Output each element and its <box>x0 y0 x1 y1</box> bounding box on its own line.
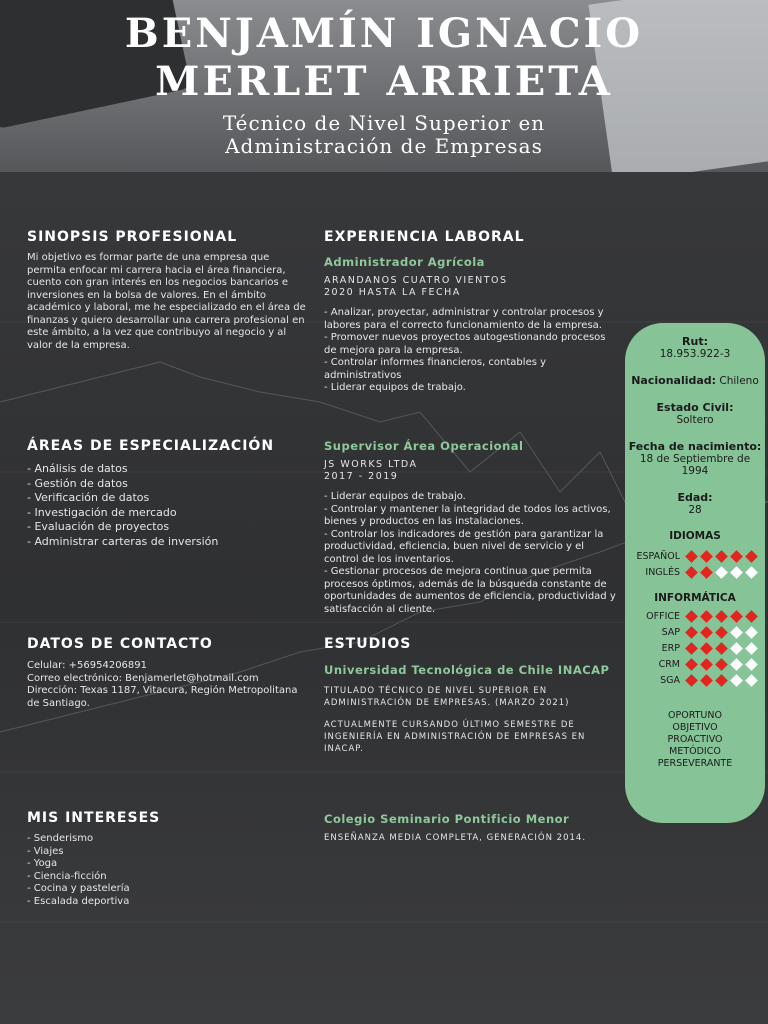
interest-item: - Cocina y pastelería <box>27 883 130 894</box>
filled-diamond-icon <box>700 610 713 623</box>
personal-info-panel <box>625 323 765 823</box>
skill-name: OFFICE <box>646 610 680 622</box>
filled-diamond-icon <box>715 626 728 639</box>
filled-diamond-icon <box>730 610 743 623</box>
areas-list <box>27 462 218 549</box>
quality-item: METÓDICO <box>669 746 721 757</box>
nacionalidad-label: Nacionalidad: <box>631 374 717 387</box>
job-task: - Promover nuevos proyectos autogestionando procesos de mejora para la empresa. <box>324 332 606 356</box>
area-item: - Verificación de datos <box>27 491 150 504</box>
empty-diamond-icon <box>745 658 758 671</box>
nacionalidad-value: Chileno <box>719 375 759 387</box>
edad-label: Edad: <box>677 491 713 504</box>
empty-diamond-icon <box>745 566 758 579</box>
filled-diamond-icon <box>745 610 758 623</box>
informatica-heading: INFORMÁTICA <box>654 592 736 604</box>
filled-diamond-icon <box>700 626 713 639</box>
estudio-colegio <box>324 812 614 844</box>
filled-diamond-icon <box>685 566 698 579</box>
interest-item: - Viajes <box>27 845 64 857</box>
area-item: - Investigación de mercado <box>27 505 177 519</box>
job-1-role: Administrador Agrícola <box>324 255 485 269</box>
informatica-list <box>625 608 765 688</box>
empty-diamond-icon <box>730 566 743 579</box>
job-task: - Controlar informes financieros, contables y administrativos <box>324 357 547 381</box>
job-task: - Analizar, proyectar, administrar y controlar procesos y labores para el correcto funcionamiento de la empresa. <box>324 307 604 331</box>
school-text: ENSEÑANZA MEDIA COMPLETA, GENERACIÓN 2014. <box>324 833 587 843</box>
skill-name: SAP <box>661 626 680 638</box>
header <box>0 0 768 158</box>
empty-diamond-icon <box>730 626 743 639</box>
empty-diamond-icon <box>745 626 758 639</box>
skill-name: INGLÉS <box>645 566 680 578</box>
areas-heading: ÁREAS DE ESPECIALIZACIÓN <box>27 438 275 454</box>
empty-diamond-icon <box>745 642 758 655</box>
filled-diamond-icon <box>685 642 698 655</box>
contacto-celular: Celular: +56954206891 <box>27 660 148 671</box>
job-task: - Controlar los indicadores de gestión para garantizar la productividad, eficiencia, buen nivel de servicio y el control de los inventarios. <box>324 528 604 565</box>
name-line-2: MERLET ARRIETA <box>155 58 613 105</box>
area-item: - Evaluación de proyectos <box>27 520 170 533</box>
filled-diamond-icon <box>715 610 728 623</box>
filled-diamond-icon <box>730 550 743 563</box>
empty-diamond-icon <box>745 674 758 687</box>
interest-item: - Yoga <box>27 858 58 869</box>
filled-diamond-icon <box>700 658 713 671</box>
skill-name: SGA <box>660 674 680 686</box>
sinopsis-text: Mi objetivo es formar parte de una empresa que permita enfocar mi carrera hacia el área financiera, cuento con gran interés en los negocios bancarios e inversiones en la bolsa de valores. En el ámbito académico y laboral, me he especializado en el área de finanzas y quiero desarrollar una carrera profesional en este ámbito, a la vez que contribuyo al negocio y al valor de la empresa. <box>27 252 306 351</box>
skill-name: CRM <box>658 658 680 670</box>
empty-diamond-icon <box>730 642 743 655</box>
job-task: - Gestionar procesos de mejora continua que permita procesos óptimos, además de la búsqueda constante de oportunidades de aumentos de eficiencia, productividad y satisfacción al cliente. <box>324 566 616 615</box>
software-skill <box>625 656 765 672</box>
estado-civil-value: Soltero <box>676 414 714 426</box>
experiencia-heading: EXPERIENCIA LABORAL <box>324 229 525 245</box>
title-line-1: Técnico de Nivel Superior en <box>222 111 546 135</box>
intereses-list <box>27 833 130 908</box>
title-line-2: Administración de Empresas <box>225 134 543 158</box>
language-skill <box>625 564 765 580</box>
area-item: - Administrar carteras de inversión <box>27 534 219 548</box>
filled-diamond-icon <box>715 658 728 671</box>
filled-diamond-icon <box>700 642 713 655</box>
uni-name: Universidad Tecnológica de Chile INACAP <box>324 663 610 677</box>
fecha-nacimiento-label: Fecha de nacimiento: <box>628 440 762 453</box>
idiomas-heading: IDIOMAS <box>669 530 721 542</box>
name-line-1: BENJAMÍN IGNACIO <box>124 10 644 57</box>
area-item: - Análisis de datos <box>27 462 128 475</box>
interest-item: - Escalada deportiva <box>27 895 130 907</box>
skill-name: ERP <box>661 642 680 654</box>
filled-diamond-icon <box>700 550 713 563</box>
quality-item: PROACTIVO <box>667 734 723 745</box>
job-2-role: Supervisor Área Operacional <box>324 439 524 453</box>
filled-diamond-icon <box>715 642 728 655</box>
area-item: - Gestión de datos <box>27 476 128 490</box>
job-2-period: 2017 - 2019 <box>324 471 399 482</box>
fecha-nacimiento-value: 18 de Septiembre de 1994 <box>639 453 751 477</box>
empty-diamond-icon <box>730 658 743 671</box>
intereses-heading: MIS INTERESES <box>27 810 161 826</box>
uni-text-2: ACTUALMENTE CURSANDO ÚLTIMO SEMESTRE DE INGENIERÍA EN ADMINISTRACIÓN DE EMPRESAS EN INACAP. <box>324 720 586 754</box>
quality-item: OBJETIVO <box>672 722 718 733</box>
contacto-heading: DATOS DE CONTACTO <box>27 636 213 652</box>
rut-label: Rut: <box>682 335 708 348</box>
job-task: - Liderar equipos de trabajo. <box>324 491 466 502</box>
idiomas-list <box>625 548 765 580</box>
job-2-tasks <box>324 491 618 616</box>
filled-diamond-icon <box>685 550 698 563</box>
interest-item: - Senderismo <box>27 833 94 844</box>
software-skill <box>625 672 765 688</box>
skill-name: ESPAÑOL <box>636 550 680 562</box>
software-skill <box>625 640 765 656</box>
filled-diamond-icon <box>745 550 758 563</box>
qualities-list <box>625 710 765 770</box>
job-2 <box>324 439 618 616</box>
software-skill <box>625 608 765 624</box>
job-1-period: 2020 HASTA LA FECHA <box>324 287 461 298</box>
estado-civil-label: Estado Civil: <box>656 401 734 414</box>
software-skill <box>625 624 765 640</box>
filled-diamond-icon <box>715 550 728 563</box>
empty-diamond-icon <box>730 674 743 687</box>
quality-item: OPORTUNO <box>668 710 722 721</box>
edad-value: 28 <box>688 504 702 516</box>
job-task: - Controlar y mantener la integridad de todos los activos, bienes y productos en las instalaciones. <box>324 503 611 527</box>
school-name: Colegio Seminario Pontificio Menor <box>324 812 570 826</box>
quality-item: PERSEVERANTE <box>657 758 733 769</box>
uni-text-1: TITULADO TÉCNICO DE NIVEL SUPERIOR EN ADMINISTRACIÓN DE EMPRESAS. (MARZO 2021) <box>324 686 570 708</box>
job-2-company: JS WORKS LTDA <box>324 459 418 470</box>
interest-item: - Ciencia-ficción <box>27 870 107 882</box>
language-skill <box>625 548 765 564</box>
rut-value: 18.953.922-3 <box>659 348 731 360</box>
filled-diamond-icon <box>700 674 713 687</box>
contacto-direccion: Dirección: Texas 1187, Vitacura, Región Metropolitana de Santiago. <box>27 685 298 709</box>
job-1-company: ARANDANOS CUATRO VIENTOS <box>324 275 508 286</box>
filled-diamond-icon <box>685 610 698 623</box>
empty-diamond-icon <box>715 566 728 579</box>
filled-diamond-icon <box>685 674 698 687</box>
filled-diamond-icon <box>685 626 698 639</box>
filled-diamond-icon <box>685 658 698 671</box>
filled-diamond-icon <box>715 674 728 687</box>
contacto-correo: Correo electrónico: Benjamerlet@hotmail.com <box>27 672 259 684</box>
contacto-block <box>27 660 307 710</box>
estudios-heading: ESTUDIOS <box>324 636 412 652</box>
job-1 <box>324 255 616 395</box>
estudio-universidad <box>324 664 614 755</box>
job-1-tasks <box>324 307 616 395</box>
sinopsis-heading: SINOPSIS PROFESIONAL <box>27 229 238 245</box>
job-task: - Liderar equipos de trabajo. <box>324 382 466 393</box>
filled-diamond-icon <box>700 566 713 579</box>
